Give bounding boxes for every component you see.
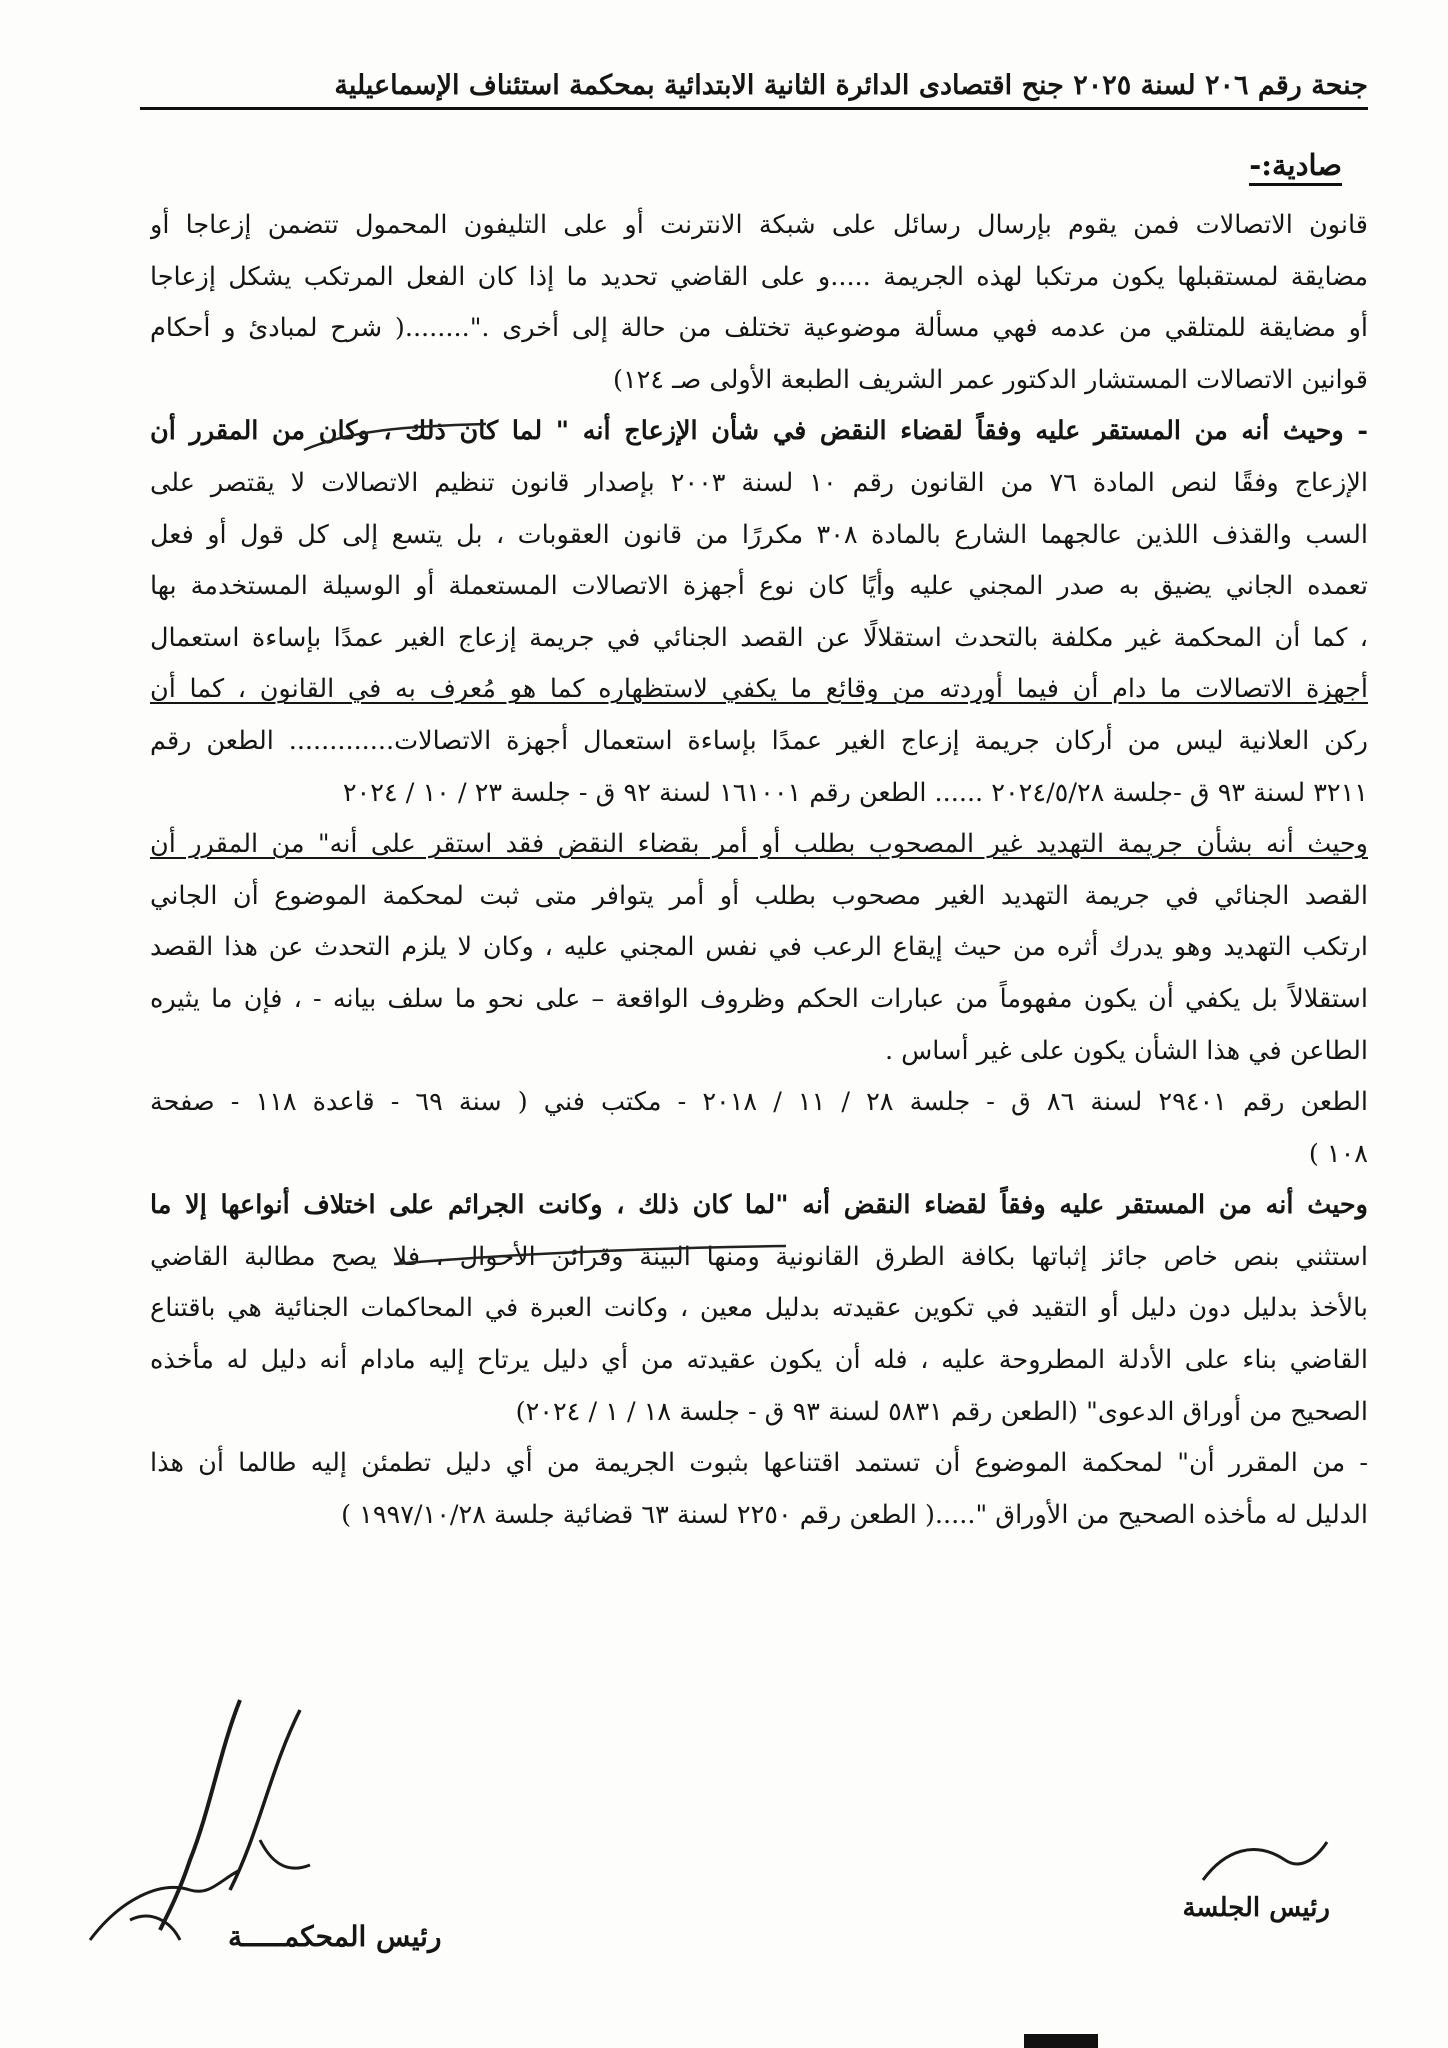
text-line: وحيث أنه بشأن جريمة التهديد غير المصحوب بطلب أو أمر بقضاء النقض فقد استقر على أنه" من المقرر أن [150, 829, 1368, 860]
text-line: ركن العلانية ليس من أركان جريمة إزعاج الغير عمدًا بإساءة استعمال أجهزة الاتصالات............. الطعن رقم [150, 725, 1368, 756]
text-line: بالأخذ بدليل دون دليل أو التقيد في تكوين عقيدته بدليل معين ، وكانت العبرة في المحاكمات الجنائية هي باقتناع [150, 1293, 1368, 1324]
text-line: تعمده الجاني يضيق به صدر المجني عليه وأيًا كان نوع أجهزة الاتصالات المستعملة أو الوسيلة المستخدمة بها [150, 571, 1368, 602]
text-line: الإزعاج وفقًا لنص المادة ٧٦ من القانون رقم ١٠ لسنة ٢٠٠٣ بإصدار قانون تنظيم الاتصالات لا يقتصر على [150, 467, 1368, 498]
citation-line: الصحيح من أوراق الدعوى" (الطعن رقم ٥٨٣١ لسنة ٩٣ ق - جلسة ١٨ / ١ / ٢٠٢٤) [515, 1396, 1368, 1427]
text-line: استقلالاً بل يكفي أن يكون مفهوماً من عبارات الحكم وظروف الواقعة – على نحو ما سلف بيانه - ، فإن ما يثيره [150, 983, 1368, 1014]
citation-line: الطعن رقم ٢٩٤٠١ لسنة ٨٦ ق - جلسة ٢٨ / ١١ / ٢٠١٨ - مكتب فني ( سنة ٦٩ - قاعدة ١١٨ - صفحة [150, 1087, 1368, 1118]
text-line: أجهزة الاتصالات ما دام أن فيما أوردته من وقائع ما يكفي لاستظهاره كما هو مُعرف به في القانون ، كما أن [150, 674, 1368, 705]
text-line: أو مضايقة للمتلقي من عدمه فهي مسألة موضوعية تختلف من حالة إلى أخرى ."........( شرح لمبادئ و أحكام [150, 313, 1368, 344]
citation-line: ٣٢١١ لسنة ٩٣ ق -جلسة ٢٠٢٤/٥/٢٨ ...... الطعن رقم ١٦١٠٠١ لسنة ٩٢ ق - جلسة ٢٣ / ١٠ / ٢٠٢٤ [342, 777, 1368, 808]
text-line: استثني بنص خاص جائز إثباتها بكافة الطرق القانونية ومنها البينة وقرائن الأحوال ، فلا يصح مطالبة القاضي [150, 1241, 1368, 1272]
pen-stroke-top [300, 420, 490, 460]
text-line: مضايقة لمستقبلها يكون مرتكبا لهذه الجريمة .....و على القاضي تحديد ما إذا كان الفعل المرتكب يشكل إزعاجا [150, 261, 1368, 292]
text-line: - من المقرر أن" لمحكمة الموضوع أن تستمد اقتناعها بثبوت الجريمة من أي دليل تطمئن إليه طالما أن هذا [150, 1448, 1368, 1479]
text-line: وحيث أنه من المستقر عليه وفقاً لقضاء النقض أنه "لما كان ذلك ، وكانت الجرائم على اختلاف أنواعها إلا ما [150, 1190, 1368, 1221]
court-president-signature-label: رئيس المحكمـــــة [228, 1920, 442, 1953]
citation-line: ١٠٨ ) [1308, 1138, 1368, 1169]
citation-line: الدليل له مأخذه الصحيح من الأوراق ".....( الطعن رقم ٢٢٥٠ لسنة ٦٣ قضائية جلسة ١٩٩٧/١٠/٢٨ ) [341, 1499, 1368, 1530]
initials-mark [1195, 1830, 1335, 1890]
text-line: الطاعن في هذا الشأن يكون على غير أساس . [884, 1035, 1368, 1066]
page-edge-mark [1024, 2034, 1098, 2048]
text-line: قوانين الاتصالات المستشار الدكتور عمر الشريف الطبعة الأولى صـ ١٢٤) [613, 364, 1368, 395]
text-line: ارتكب التهديد وهو يدرك أثره من حيث إيقاع الرعب في نفس المجني عليه ، وكان لا يلزم التحدث عن هذا القصد [150, 932, 1368, 963]
text-line: قانون الاتصالات فمن يقوم بإرسال رسائل على شبكة الانترنت أو على التليفون المحمول تتضمن إزعاجا أو [150, 210, 1368, 240]
pen-stroke-middle [390, 1240, 790, 1270]
session-head-signature-label: رئيس الجلسة [1182, 1893, 1330, 1923]
text-line: السب والقذف اللذين عالجهما الشارع بالمادة ٣٠٨ مكررًا من قانون العقوبات ، بل يتسع إلى كل قول أو فعل [150, 519, 1368, 550]
ruling-body [150, 200, 1368, 1541]
text-line: القصد الجنائي في جريمة التهديد الغير مصحوب بطلب أو أمر يتوافر متى ثبت لمحكمة الموضوع أن الجاني [150, 880, 1368, 911]
case-header: جنحة رقم ٢٠٦ لسنة ٢٠٢٥ جنح اقتصادى الدائرة الثانية الابتدائية بمحكمة استئناف الإسماعيلية [140, 70, 1368, 110]
text-line: ، كما أن المحكمة غير مكلفة بالتحدث استقلالًا عن القصد الجنائي في جريمة إزعاج الغير عمدًا بإساءة استعمال [150, 622, 1368, 653]
text-line: القاضي بناء على الأدلة المطروحة عليه ، فله أن يكون عقيدته من أي دليل يرتاح إليه مادام أنه دليل له مأخذه [150, 1345, 1368, 1376]
section-label: صادية:- [1249, 148, 1342, 182]
text-line: - وحيث أنه من المستقر عليه وفقاً لقضاء النقض في شأن الإزعاج أنه " لما كان ذلك ، وكان من المقرر أن [150, 416, 1368, 447]
